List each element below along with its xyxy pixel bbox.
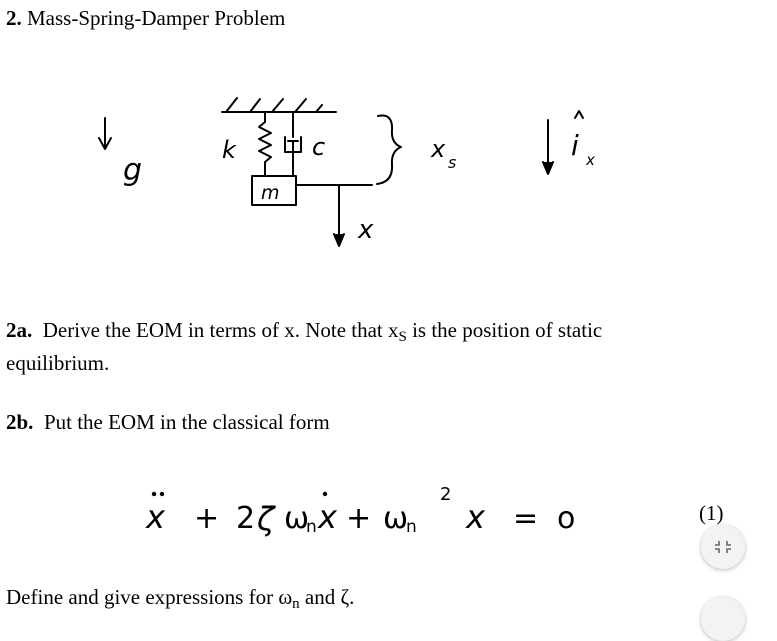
svg-text:o: o xyxy=(557,501,576,536)
problem-title: Mass-Spring-Damper Problem xyxy=(27,6,286,30)
part-a-text-after: is the position of static xyxy=(406,318,603,342)
part-a-label: 2a. xyxy=(6,318,33,342)
collapse-button[interactable] xyxy=(701,525,745,569)
static-position-sub: s xyxy=(448,153,457,172)
svg-text:2: 2 xyxy=(440,484,452,505)
part-a-text: Derive the EOM in terms of x. Note that x xyxy=(42,318,399,342)
part-a-subscript: S xyxy=(398,329,407,345)
define-text-after: and ζ. xyxy=(299,585,355,609)
svg-text:ω: ω xyxy=(383,501,409,536)
collapse-icon xyxy=(701,525,745,569)
displacement-label: x xyxy=(358,215,374,245)
damper-label: c xyxy=(312,133,326,161)
svg-text:ζ: ζ xyxy=(257,500,275,538)
svg-text:+: + xyxy=(346,501,372,536)
svg-text:ω: ω xyxy=(284,501,310,536)
define-subscript: n xyxy=(292,596,300,612)
part-b-label: 2b. xyxy=(6,410,34,434)
svg-text:=: = xyxy=(513,501,539,536)
part-a-line-2: equilibrium. xyxy=(6,351,110,375)
svg-text:x: x xyxy=(146,498,165,536)
spring-label: k xyxy=(222,136,236,164)
svg-text:n: n xyxy=(306,517,317,537)
secondary-floating-button[interactable] xyxy=(701,597,745,641)
svg-text:+: + xyxy=(194,501,220,536)
problem-number: 2. xyxy=(6,6,22,30)
svg-text:x: x xyxy=(466,498,485,536)
unit-vector-sub: x xyxy=(586,151,595,169)
svg-text:2: 2 xyxy=(236,501,256,536)
svg-text:x: x xyxy=(318,498,337,536)
define-text: Define and give expressions for ω xyxy=(6,585,293,609)
gravity-label: g xyxy=(123,153,143,188)
define-line xyxy=(6,585,354,610)
part-b-text: Put the EOM in the classical form xyxy=(43,410,330,434)
equation-number: (1) xyxy=(699,501,724,525)
static-position-label: x xyxy=(431,135,446,163)
mass-label: m xyxy=(261,182,280,204)
unit-vector-label: i xyxy=(571,129,579,162)
svg-text:n: n xyxy=(406,517,417,537)
